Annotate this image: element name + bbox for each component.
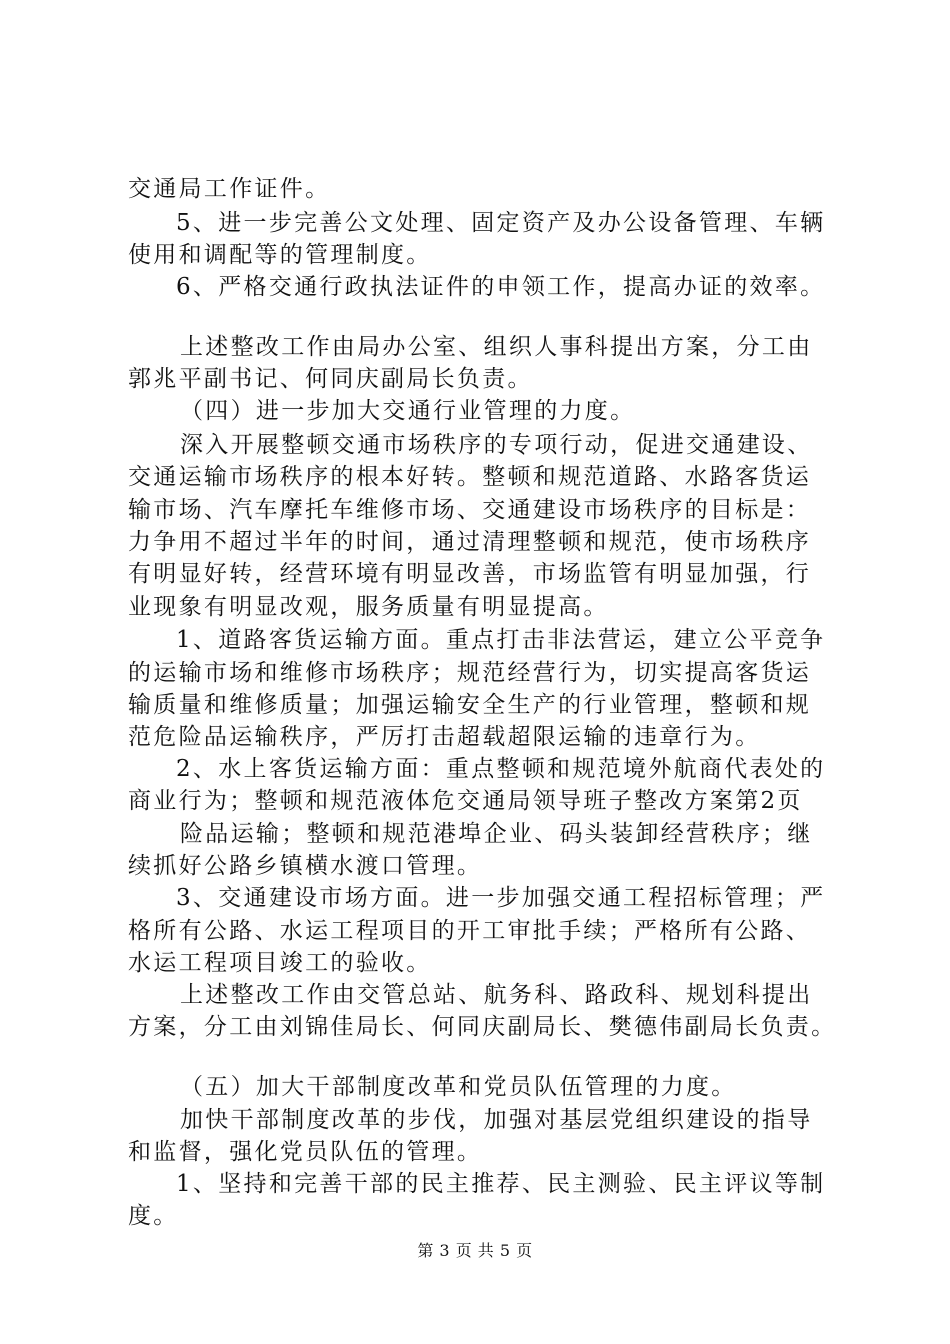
text-line: 力争用不超过半年的时间，通过清理整顿和规范，使市场秩序 xyxy=(128,529,812,555)
text-line: 郭兆平副书记、何同庆副局长负责。 xyxy=(128,366,533,392)
text-line: 格所有公路、水运工程项目的开工审批手续；严格所有公路、 xyxy=(128,918,812,944)
text-line: 3、交通建设市场方面。进一步加强交通工程招标管理；严 xyxy=(176,885,826,911)
text-line: 的运输市场和维修市场秩序；规范经营行为，切实提高客货运 xyxy=(128,660,812,686)
text-line: 水运工程项目竣工的验收。 xyxy=(128,950,432,976)
text-line: 和监督，强化党员队伍的管理。 xyxy=(128,1139,483,1165)
text-line: 深入开展整顿交通市场秩序的专项行动，促进交通建设、 xyxy=(180,432,813,458)
section-heading: （五）加大干部制度改革和党员队伍管理的力度。 xyxy=(180,1074,737,1100)
text-line: 交通局工作证件。 xyxy=(128,176,331,202)
text-line: 范危险品运输秩序，严厉打击超载超限运输的违章行为。 xyxy=(128,724,761,750)
text-line: 输市场、汽车摩托车维修市场、交通建设市场秩序的目标是： xyxy=(128,497,812,523)
text-line: 方案，分工由刘锦佳局长、何同庆副局长、樊德伟副局长负责。 xyxy=(128,1014,837,1040)
page-number-footer: 第 3 页 共 5 页 xyxy=(417,1241,533,1260)
text-line: 使用和调配等的管理制度。 xyxy=(128,242,432,268)
text-line: 输质量和维修质量；加强运输安全生产的行业管理，整顿和规 xyxy=(128,692,812,718)
text-line: 商业行为；整顿和规范液体危交通局领导班子整改方案第2页 xyxy=(128,788,803,814)
text-line: 度。 xyxy=(128,1203,179,1229)
text-line: 有明显好转，经营环境有明显改善，市场监管有明显加强，行 xyxy=(128,561,812,587)
text-line: 险品运输；整顿和规范港埠企业、码头装卸经营秩序；继 xyxy=(180,821,813,847)
text-line: 5、进一步完善公文处理、固定资产及办公设备管理、车辆 xyxy=(176,210,826,236)
text-line: 2、水上客货运输方面：重点整顿和规范境外航商代表处的 xyxy=(176,756,826,782)
text-line: 上述整改工作由交管总站、航务科、路政科、规划科提出 xyxy=(180,982,813,1008)
text-line: 1、坚持和完善干部的民主推荐、民主测验、民主评议等制 xyxy=(176,1171,826,1197)
text-line: 加快干部制度改革的步伐，加强对基层党组织建设的指导 xyxy=(180,1107,813,1133)
text-line: 交通运输市场秩序的根本好转。整顿和规范道路、水路客货运 xyxy=(128,464,812,490)
text-line: 6、严格交通行政执法证件的申领工作，提高办证的效率。 xyxy=(176,274,826,300)
text-line: 续抓好公路乡镇横水渡口管理。 xyxy=(128,853,483,879)
text-line: 业现象有明显改观，服务质量有明显提高。 xyxy=(128,594,609,620)
text-line: 上述整改工作由局办公室、组织人事科提出方案，分工由 xyxy=(180,334,813,360)
text-line: 1、道路客货运输方面。重点打击非法营运，建立公平竞争 xyxy=(176,627,826,653)
section-heading: （四）进一步加大交通行业管理的力度。 xyxy=(180,398,636,424)
